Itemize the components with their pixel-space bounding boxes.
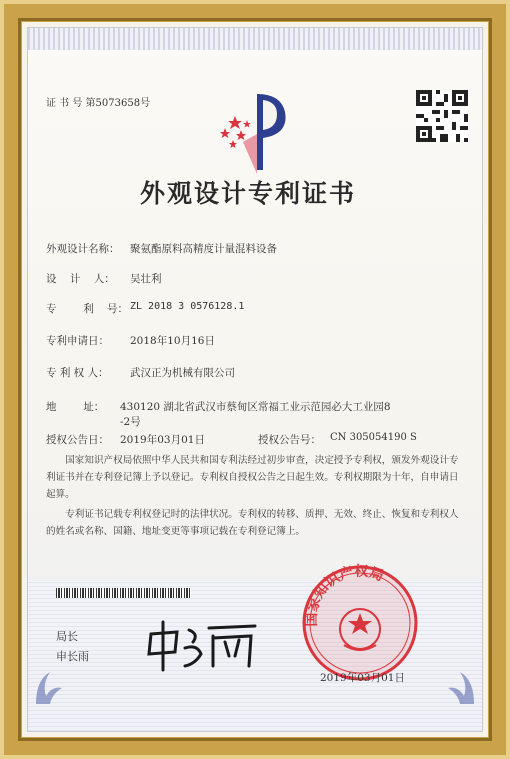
corner-ornament-right-icon: [442, 660, 478, 708]
director-title: 局长: [56, 630, 78, 643]
field-value-patentee: 武汉正为机械有限公司: [130, 367, 235, 379]
grant-number-value: CN 305054190 S: [330, 432, 417, 443]
seal-text: 国家知识产权局: [303, 563, 386, 627]
field-value-designer: 吴壮利: [130, 273, 162, 285]
grant-date-value: 2019年03月01日: [120, 434, 205, 446]
field-value-address: 430120 湖北省武汉市蔡甸区常福工业示范园必大工业园8: [120, 401, 391, 413]
director-name: 申长雨: [56, 650, 89, 663]
certificate-title: 外观设计专利证书: [140, 179, 357, 208]
field-label-application-date: 专利申请日：: [46, 335, 109, 347]
legal-paragraph-1: 国家知识产权局依照中华人民共和国专利法经过初步审查，决定授予专利权，颁发外观设计专利证书并在专利登记簿上予以登记。专利权自授权公告之日起生效。专利权期限为十年，自申请日起算。: [46, 455, 459, 500]
director-signature: [143, 618, 263, 673]
seal-date: 2019年03月01日: [320, 672, 405, 684]
field-value-design-name: 聚氨酯原料高精度计量混料设备: [130, 243, 277, 255]
field-value-address-line2: -2号: [120, 416, 141, 428]
field-label-address: 地 址：: [46, 401, 105, 413]
field-value-patent-no: ZL 2018 3 0576128.1: [130, 301, 245, 312]
qr-code-icon: [416, 90, 468, 142]
field-value-application-date: 2018年10月16日: [130, 335, 215, 347]
field-label-design-name: 外观设计名称：: [46, 243, 120, 255]
field-label-patent-no: 专 利 号：: [46, 303, 129, 315]
barcode-icon: [56, 588, 191, 598]
decorative-top-band: [28, 28, 482, 50]
certificate-number: 证 书 号 第5073658号: [46, 98, 151, 109]
field-label-designer: 设 计 人：: [46, 273, 115, 285]
official-seal-icon: [300, 563, 420, 683]
grant-date-label: 授权公告日：: [46, 434, 109, 446]
corner-ornament-icon: [32, 660, 68, 708]
field-label-patentee: 专 利 权 人：: [46, 367, 109, 379]
cnipa-logo-icon: [213, 90, 295, 176]
legal-paragraph-2: 专利证书记载专利权登记时的法律状况。专利权的转移、质押、无效、终止、恢复和专利权人的姓名或名称、国籍、地址变更等事项记载在专利登记簿上。: [46, 509, 459, 537]
grant-number-label: 授权公告号：: [258, 434, 321, 446]
certificate-paper: [27, 27, 483, 732]
